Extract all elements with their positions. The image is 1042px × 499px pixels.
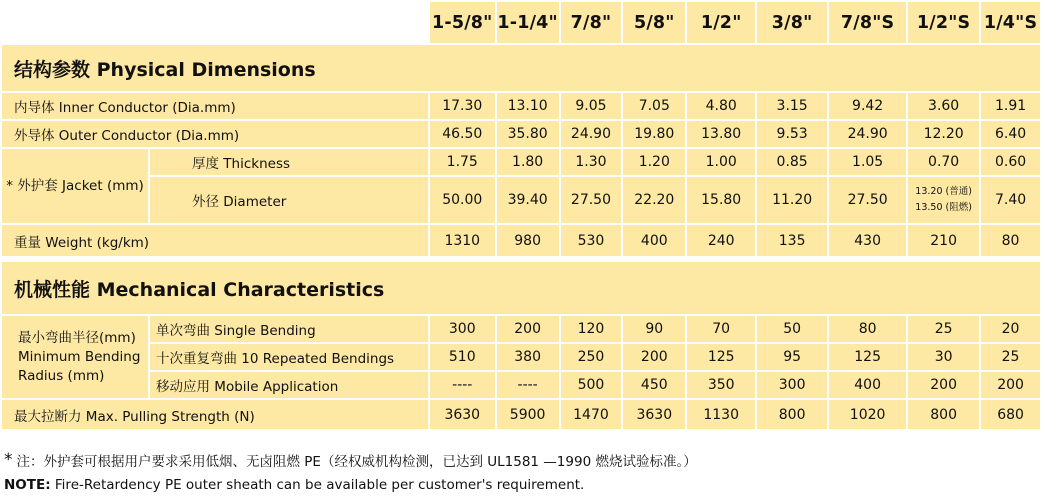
table-cell: ---- — [497, 372, 559, 398]
table-cell: 3630 — [430, 400, 495, 429]
table-cell: 450 — [623, 372, 685, 398]
table-cell: 50 — [757, 316, 827, 342]
table-row — [2, 400, 1040, 429]
size-header: 1/2"S — [908, 2, 979, 43]
table-cell: 6.40 — [981, 121, 1040, 147]
row-label-single-bending: 单次弯曲 Single Bending — [150, 316, 428, 342]
size-header: 1-1/4" — [497, 2, 559, 43]
row-label-mobile-application: 移动应用 Mobile Application — [150, 372, 428, 398]
table-cell: 27.50 — [829, 177, 906, 223]
note-chinese — [0, 450, 1042, 470]
table-cell: 70 — [687, 316, 755, 342]
table-cell: 0.60 — [981, 149, 1040, 175]
row-label-weight: 重量 Weight (kg/km) — [2, 225, 428, 256]
table-cell: 1020 — [829, 400, 906, 429]
table-cell: 300 — [757, 372, 827, 398]
table-cell: 7.40 — [981, 177, 1040, 223]
table-cell: 800 — [908, 400, 979, 429]
table-cell: 80 — [981, 225, 1040, 256]
table-cell: 500 — [561, 372, 622, 398]
table-cell: 1470 — [561, 400, 622, 429]
section-title-mechanical: 机械性能 Mechanical Characteristics — [2, 262, 1040, 314]
table-cell: 24.90 — [561, 121, 622, 147]
row-label-outer-conductor: 外导体 Outer Conductor (Dia.mm) — [2, 121, 428, 147]
table-row — [2, 121, 1040, 147]
table-row — [2, 225, 1040, 256]
table-cell: 13.80 — [687, 121, 755, 147]
table-cell: 240 — [687, 225, 755, 256]
table-cell: 135 — [757, 225, 827, 256]
note-chinese-text: 注：外护套可根据用户要求采用低烟、无卤阻燃 PE（经权威机构检测，已达到 UL1581 —1990 燃烧试验标准。） — [16, 454, 697, 470]
table-cell: 17.30 — [430, 93, 495, 119]
table-cell: 120 — [561, 316, 622, 342]
table-cell: 9.42 — [829, 93, 906, 119]
header-corner — [2, 2, 428, 43]
table-cell: 15.80 — [687, 177, 755, 223]
diameter-normal: 13.20 (普通) — [915, 186, 972, 197]
table-cell: 200 — [623, 344, 685, 370]
size-header: 5/8" — [623, 2, 685, 43]
table-cell: 510 — [430, 344, 495, 370]
table-cell: 50.00 — [430, 177, 495, 223]
table-cell: 380 — [497, 344, 559, 370]
table-cell: 300 — [430, 316, 495, 342]
notes — [0, 450, 1042, 493]
table-cell: 400 — [623, 225, 685, 256]
table-cell: ---- — [430, 372, 495, 398]
table-cell: 530 — [561, 225, 622, 256]
table-cell: 35.80 — [497, 121, 559, 147]
size-header: 1/2" — [687, 2, 755, 43]
table-cell: 12.20 — [908, 121, 979, 147]
table-row — [2, 372, 1040, 398]
note-asterisk: * — [4, 450, 13, 470]
table-cell: 400 — [829, 372, 906, 398]
table-row — [2, 93, 1040, 119]
table-cell: 4.80 — [687, 93, 755, 119]
note-english-text: Fire-Retardency PE outer sheath can be available per customer's requirement. — [50, 477, 585, 493]
table-cell: 7.05 — [623, 93, 685, 119]
row-label-thickness: 厚度 Thickness — [150, 149, 428, 175]
size-header: 7/8" — [561, 2, 622, 43]
table-cell: 11.20 — [757, 177, 827, 223]
row-label-inner-conductor: 内导体 Inner Conductor (Dia.mm) — [2, 93, 428, 119]
row-label-jacket: * 外护套 Jacket (mm) — [2, 149, 148, 223]
table-cell: 125 — [687, 344, 755, 370]
table-cell: 0.70 — [908, 149, 979, 175]
table-cell: 80 — [829, 316, 906, 342]
table-cell: 125 — [829, 344, 906, 370]
table-cell: 20 — [981, 316, 1040, 342]
table-cell-special — [908, 177, 979, 223]
table-row — [2, 177, 1040, 223]
table-cell: 5900 — [497, 400, 559, 429]
table-row — [2, 149, 1040, 175]
row-label-repeated-bendings: 十次重复弯曲 10 Repeated Bendings — [150, 344, 428, 370]
table-cell: 46.50 — [430, 121, 495, 147]
size-header: 3/8" — [757, 2, 827, 43]
size-header-row — [2, 2, 1040, 43]
table-cell: 250 — [561, 344, 622, 370]
table-cell: 980 — [497, 225, 559, 256]
table-cell: 3630 — [623, 400, 685, 429]
table-cell: 1.20 — [623, 149, 685, 175]
table-cell: 430 — [829, 225, 906, 256]
table-cell: 13.10 — [497, 93, 559, 119]
diameter-fire-retardant: 13.50 (阻燃) — [915, 202, 972, 213]
size-header: 1-5/8" — [430, 2, 495, 43]
table-row — [2, 344, 1040, 370]
table-cell: 22.20 — [623, 177, 685, 223]
table-cell: 1130 — [687, 400, 755, 429]
table-cell: 1.75 — [430, 149, 495, 175]
section-title-physical: 结构参数 Physical Dimensions — [2, 45, 1040, 91]
table-cell: 25 — [981, 344, 1040, 370]
table-cell: 3.60 — [908, 93, 979, 119]
table-cell: 1310 — [430, 225, 495, 256]
table-cell: 90 — [623, 316, 685, 342]
table-cell: 210 — [908, 225, 979, 256]
note-english — [4, 477, 1042, 493]
table-cell: 30 — [908, 344, 979, 370]
table-cell: 1.05 — [829, 149, 906, 175]
table-row — [2, 316, 1040, 342]
table-cell: 9.53 — [757, 121, 827, 147]
table-cell: 3.15 — [757, 93, 827, 119]
table-cell: 19.80 — [623, 121, 685, 147]
table-cell: 0.85 — [757, 149, 827, 175]
table-cell: 95 — [757, 344, 827, 370]
table-cell: 24.90 — [829, 121, 906, 147]
table-cell: 25 — [908, 316, 979, 342]
table-cell: 9.05 — [561, 93, 622, 119]
table-cell: 27.50 — [561, 177, 622, 223]
table-cell: 1.00 — [687, 149, 755, 175]
table-cell: 800 — [757, 400, 827, 429]
table-cell: 1.91 — [981, 93, 1040, 119]
size-header: 1/4"S — [981, 2, 1040, 43]
table-cell: 350 — [687, 372, 755, 398]
table-cell: 1.30 — [561, 149, 622, 175]
table-cell: 680 — [981, 400, 1040, 429]
row-label-diameter: 外径 Diameter — [150, 177, 428, 223]
table-cell: 200 — [908, 372, 979, 398]
table-cell: 39.40 — [497, 177, 559, 223]
note-label: NOTE: — [4, 477, 51, 493]
table-cell: 1.80 — [497, 149, 559, 175]
table-cell: 200 — [497, 316, 559, 342]
row-label-pulling-strength: 最大拉断力 Max. Pulling Strength (N) — [2, 400, 428, 429]
size-header: 7/8"S — [829, 2, 906, 43]
row-label-min-bending-radius: 最小弯曲半径(mm) Minimum Bending Radius (mm) — [2, 316, 148, 398]
table-cell: 200 — [981, 372, 1040, 398]
